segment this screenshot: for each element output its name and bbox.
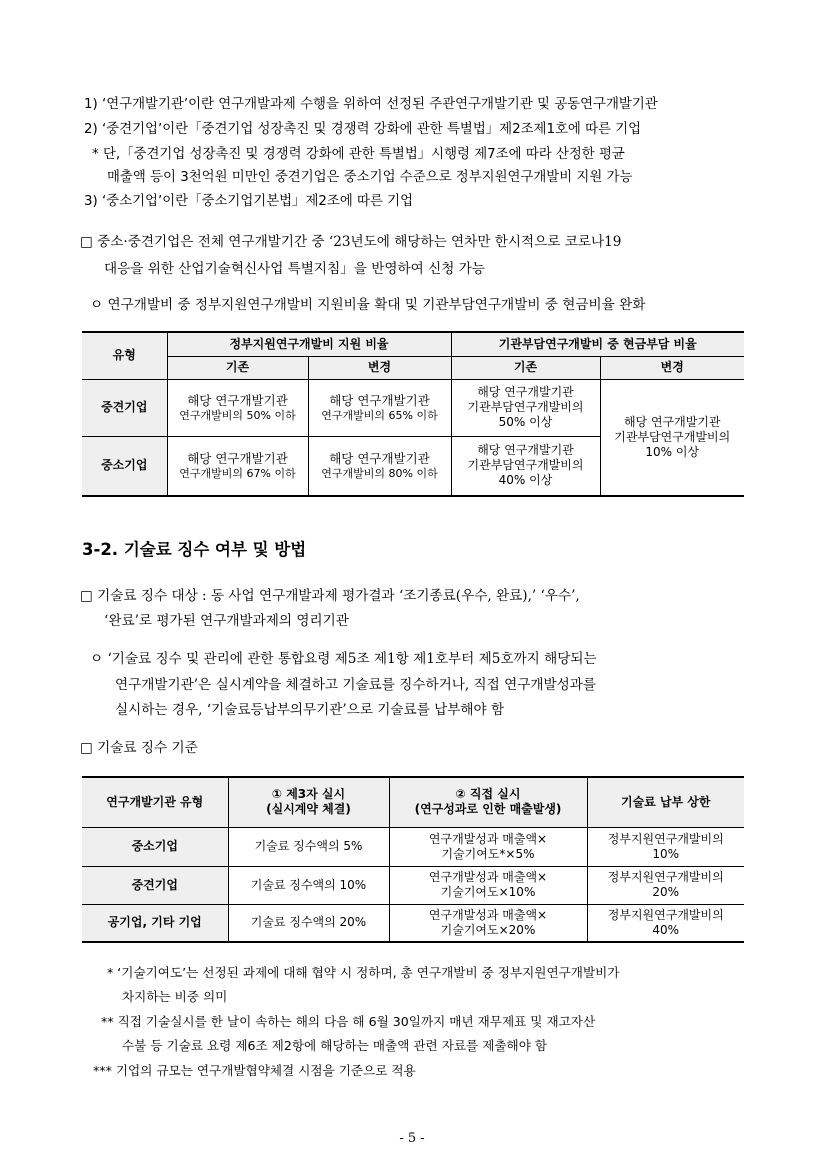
circle-item-line: 연구개발기관’은 실시계약을 체결하고 기술료를 징수하거나, 직접 연구개발성과를 [115,677,597,693]
note-line: * 단,「중견기업 성장촉진 및 경쟁력 강화에 관한 특별법」시행령 제7조에 따라 산정한 평균 [92,147,625,162]
footnote-line: ** 직접 기술실시를 한 날이 속하는 해의 다음 해 6월 30일까지 매년 재무제표 및 재고자산 [101,1014,596,1029]
table-cell: 연구개발성과 매출액× 기술기여도×10% [389,866,587,904]
box-item-line: □ 중소·중견기업은 전체 연구개발기간 중 ‘23년도에 해당하는 연차만 한시적으로 코로나19 [80,234,622,250]
royalty-table [82,776,744,943]
row-label: 중소기업 [82,436,167,496]
header-direct: ② 직접 실시 (연구성과로 인한 매출발생) [389,777,587,827]
header-gov-ratio: 정부지원연구개발비 지원 비율 [167,332,451,356]
table-cell: 정부지원연구개발비의 20% [587,866,744,904]
table-cell: 정부지원연구개발비의 40% [587,904,744,942]
header-before: 기존 [167,356,308,379]
note-line: 매출액 등이 3천억원 미만인 중견기업은 중소기업 수준으로 정부지원연구개발비 지원 가능 [107,170,633,185]
box-item-line: ‘완료’로 평가된 연구개발과제의 영리기관 [104,613,349,629]
header-after: 변경 [600,356,744,379]
note-line: 1) ‘연구개발기관’이란 연구개발과제 수행을 위하여 선정된 주관연구개발기관 및 공동연구개발기관 [84,97,658,112]
footnote-line: 수불 등 기술료 요령 제6조 제2항에 해당하는 매출액 관련 자료를 제출해야 함 [122,1038,548,1053]
section-heading: 3-2. 기술료 징수 여부 및 방법 [82,540,307,559]
row-label: 공기업, 기타 기업 [82,904,228,942]
header-cap: 기술료 납부 상한 [587,777,744,827]
row-label: 중견기업 [82,379,167,436]
box-item-line: 대응을 위한 산업기술혁신사업 특별지침」을 반영하여 신청 가능 [104,261,485,277]
box-item-line: □ 기술료 징수 기준 [80,740,198,756]
table-cell: 해당 연구개발기관 기관부담연구개발비의 50% 이상 [451,379,600,436]
header-third-party: ① 제3자 실시 (실시계약 체결) [228,777,389,827]
table-cell: 해당 연구개발기관 연구개발비의 65% 이하 [308,379,451,436]
header-after: 변경 [308,356,451,379]
table-cell: 기술료 징수액의 10% [228,866,389,904]
footnote-line: * ‘기술기여도’는 선정된 과제에 대해 협약 시 정하며, 총 연구개발비 중 정부지원연구개발비가 [107,965,620,980]
table-cell: 연구개발성과 매출액× 기술기여도×20% [389,904,587,942]
circle-item-line: 실시하는 경우, ‘기술료등납부의무기관’으로 기술료를 납부해야 함 [115,702,505,718]
header-inst-ratio: 기관부담연구개발비 중 현금부담 비율 [451,332,744,356]
row-label: 중견기업 [82,866,228,904]
table-cell: 기술료 징수액의 20% [228,904,389,942]
footnote-line: *** 기업의 규모는 연구개발협약체결 시점을 기준으로 적용 [93,1063,416,1078]
merged-cell: 해당 연구개발기관 기관부담연구개발비의 10% 이상 [600,379,744,496]
page-number: - 5 - [399,1131,425,1146]
table-cell: 해당 연구개발기관 연구개발비의 67% 이하 [167,436,308,496]
header-before: 기존 [451,356,600,379]
note-line: 3) ‘중소기업’이란「중소기업기본법」제2조에 따른 기업 [84,194,414,209]
row-label: 중소기업 [82,827,228,866]
footnote-line: 차지하는 비중 의미 [122,989,228,1004]
circle-item-line: ㅇ ‘기술료 징수 및 관리에 관한 통합요령 제5조 제1항 제1호부터 제5호까지 해당되는 [90,651,597,667]
circle-item-line: ㅇ 연구개발비 중 정부지원연구개발비 지원비율 확대 및 기관부담연구개발비 중 현금비율 완화 [90,297,646,313]
table-cell: 해당 연구개발기관 기관부담연구개발비의 40% 이상 [451,436,600,496]
table-cell: 연구개발성과 매출액× 기술기여도*×5% [389,827,587,866]
support-ratio-table [82,331,744,497]
table-cell: 정부지원연구개발비의 10% [587,827,744,866]
header-type: 유형 [82,332,167,379]
table-cell: 기술료 징수액의 5% [228,827,389,866]
header-type: 연구개발기관 유형 [82,777,228,827]
table-cell: 해당 연구개발기관 연구개발비의 50% 이하 [167,379,308,436]
note-line: 2) ‘중견기업’이란「중견기업 성장촉진 및 경쟁력 강화에 관한 특별법」제2조제1호에 따른 기업 [84,122,642,137]
table-cell: 해당 연구개발기관 연구개발비의 80% 이하 [308,436,451,496]
box-item-line: □ 기술료 징수 대상 : 동 사업 연구개발과제 평가결과 ‘조기종료(우수, 완료),’ ‘우수’, [80,588,580,604]
